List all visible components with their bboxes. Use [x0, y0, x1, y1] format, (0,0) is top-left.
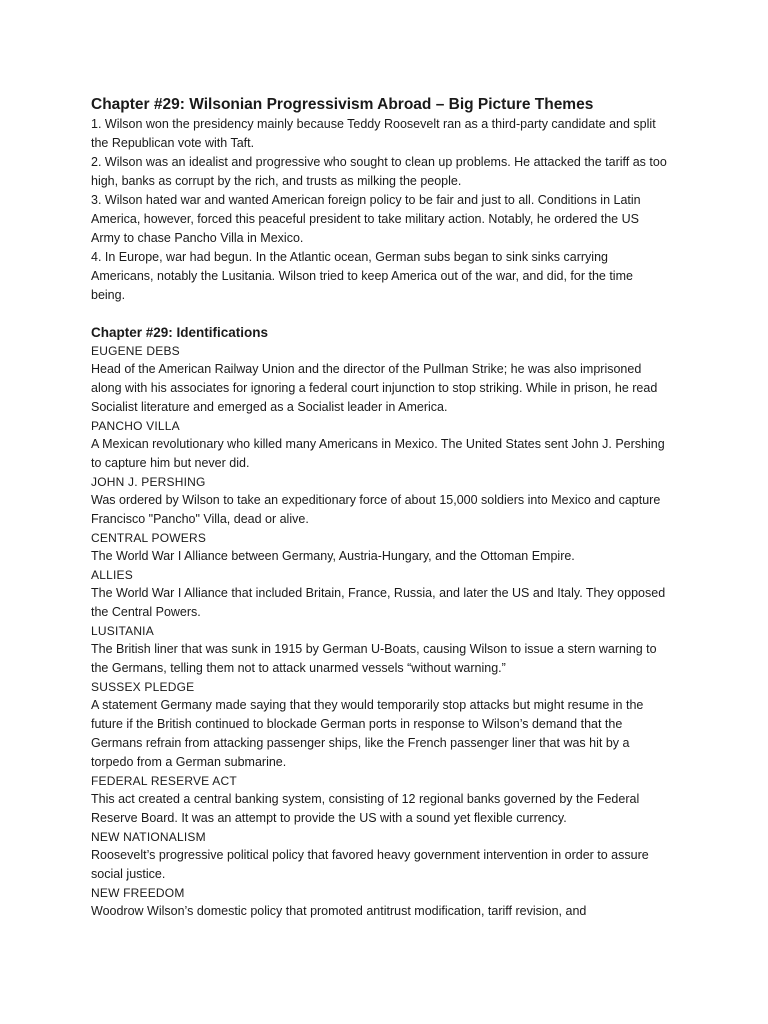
theme-item: 2. Wilson was an idealist and progressive who sought to clean up problems. He attacked the tariff as too high, banks as corrupt by the rich, and trusts as milking the people. — [91, 155, 667, 188]
identifications-title: Identifications — [172, 325, 269, 340]
identifications-heading — [91, 324, 668, 342]
section-gap — [91, 305, 668, 324]
identification-term: ALLIES — [91, 568, 133, 582]
identification-term: SUSSEX PLEDGE — [91, 680, 195, 694]
identification-term: FEDERAL RESERVE ACT — [91, 774, 237, 788]
identification-definition: Roosevelt’s progressive political policy that favored heavy government intervention in order to assure social justice. — [91, 848, 649, 881]
theme-item: 1. Wilson won the presidency mainly because Teddy Roosevelt ran as a third-party candidate and split the Republican vote with Taft. — [91, 117, 656, 150]
theme-item: 4. In Europe, war had begun. In the Atlantic ocean, German subs began to sink sinks carrying Americans, notably the Lusitania. Wilson tried to keep America out of the war, and did, for the time being. — [91, 250, 633, 302]
themes-title: Wilsonian Progressivism Abroad – Big Picture Themes — [184, 96, 594, 113]
theme-item: 3. Wilson hated war and wanted American foreign policy to be fair and just to all. Conditions in Latin America, however, forced this peaceful president to take military action. Notably, he ordered the US Army to chase Pancho Villa in Mexico. — [91, 193, 641, 245]
identification-term: NEW FREEDOM — [91, 886, 185, 900]
identification-definition: The British liner that was sunk in 1915 by German U-Boats, causing Wilson to issue a stern warning to the Germans, telling them not to attack unarmed vessels “without warning.” — [91, 642, 657, 675]
identification-definition: Woodrow Wilson’s domestic policy that promoted antitrust modification, tariff revision, and — [91, 904, 587, 918]
identification-term: LUSITANIA — [91, 624, 154, 638]
identification-definition: The World War I Alliance between Germany, Austria-Hungary, and the Ottoman Empire. — [91, 549, 575, 563]
identification-term: PANCHO VILLA — [91, 419, 180, 433]
identification-term: CENTRAL POWERS — [91, 531, 207, 545]
themes-chapter-label: Chapter #29: — [91, 96, 185, 113]
identification-definition: The World War I Alliance that included Britain, France, Russia, and later the US and Italy. They opposed the Central Powers. — [91, 586, 666, 619]
identification-definition: Head of the American Railway Union and the director of the Pullman Strike; he was also imprisoned along with his associates for ignoring a federal court injunction to stop striking. While in prison, he read Socialist literature and emerged as a Socialist leader in America. — [91, 362, 658, 414]
identification-term: NEW NATIONALISM — [91, 830, 206, 844]
identifications-list — [91, 342, 668, 921]
themes-list — [91, 115, 668, 305]
identification-definition: This act created a central banking system, consisting of 12 regional banks governed by the Federal Reserve Board. It was an attempt to provide the US with a sound yet flexible currency. — [91, 792, 640, 825]
identification-term: EUGENE DEBS — [91, 344, 180, 358]
themes-heading — [91, 94, 668, 115]
identification-definition: A statement Germany made saying that they would temporarily stop attacks but might resume in the future if the British continued to blockade German ports in response to Wilson’s demand that the Germans refrain from attacking passenger ships, like the French passenger liner that was hit by a torpedo from a German submarine. — [91, 698, 644, 769]
identification-definition: A Mexican revolutionary who killed many Americans in Mexico. The United States sent John J. Pershing to capture him but never did. — [91, 437, 665, 470]
identification-term: JOHN J. PERSHING — [91, 475, 206, 489]
identification-definition: Was ordered by Wilson to take an expeditionary force of about 15,000 soldiers into Mexico and capture Francisco "Pancho" Villa, dead or alive. — [91, 493, 661, 526]
identifications-chapter-label: Chapter #29: — [91, 325, 173, 340]
